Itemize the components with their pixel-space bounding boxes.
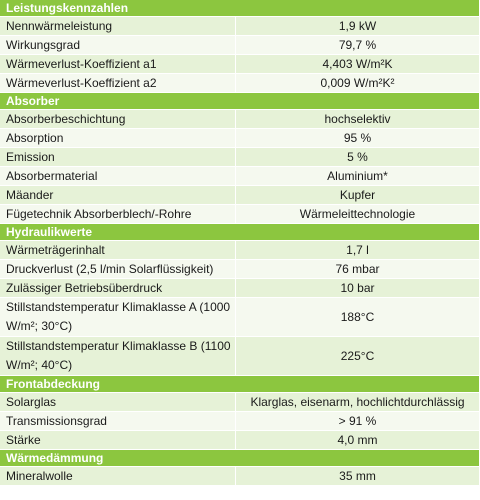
row-label: Emission <box>0 148 236 166</box>
row-label: Mineralwolle <box>0 467 236 485</box>
row-label: Wirkungsgrad <box>0 36 236 54</box>
row-label: Stärke <box>0 431 236 449</box>
row-label: Wärmeverlust-Koeffizient a1 <box>0 55 236 73</box>
row-value: 1,9 kW <box>338 19 377 33</box>
row-value: 1,7 l <box>346 243 369 257</box>
row-label: Stillstandstemperatur Klimaklasse A (1000 W/m²; 30°C) <box>0 298 236 336</box>
table-row <box>0 279 479 298</box>
row-value: Aluminium* <box>327 169 388 183</box>
section-header-leistungskennzahlen: Leistungskennzahlen <box>0 0 479 17</box>
row-value: Klarglas, eisenarm, hochlichtdurchlässig <box>250 395 465 409</box>
row-label: Wärmeträgerinhalt <box>0 241 236 259</box>
table-row <box>0 74 479 93</box>
row-value: 76 mbar <box>335 262 380 276</box>
table-row <box>0 205 479 224</box>
row-value: 35 mm <box>339 469 376 483</box>
row-label: Absorption <box>0 129 236 147</box>
row-value: 4,0 mm <box>337 433 378 447</box>
row-label: Stillstandstemperatur Klimaklasse B (1100 W/m²; 40°C) <box>0 337 236 375</box>
row-value: Kupfer <box>339 188 376 202</box>
row-value: > 91 % <box>338 414 377 428</box>
table-row <box>0 241 479 260</box>
table-row <box>0 110 479 129</box>
row-value: Wärmeleittechnologie <box>299 207 416 221</box>
table-row <box>0 167 479 186</box>
table-row <box>0 298 479 337</box>
table-row <box>0 431 479 450</box>
table-row <box>0 393 479 412</box>
row-label: Wärmeverlust-Koeffizient a2 <box>0 74 236 92</box>
table-row <box>0 36 479 55</box>
row-label: Nennwärmeleistung <box>0 17 236 35</box>
row-value: 95 % <box>343 131 372 145</box>
row-value: 188°C <box>340 310 375 324</box>
section-header-hydraulikwerte: Hydraulikwerte <box>0 224 479 241</box>
row-value: 79,7 % <box>338 38 377 52</box>
table-row <box>0 186 479 205</box>
table-row <box>0 412 479 431</box>
table-row <box>0 337 479 376</box>
row-label: Solarglas <box>0 393 236 411</box>
section-header-absorber: Absorber <box>0 93 479 110</box>
table-row <box>0 467 479 486</box>
table-row <box>0 55 479 74</box>
table-row <box>0 129 479 148</box>
row-value: 0,009 W/m²K² <box>320 76 395 90</box>
row-value: 225°C <box>340 349 375 363</box>
table-row <box>0 148 479 167</box>
row-label: Zulässiger Betriebsüberdruck <box>0 279 236 297</box>
row-value: 4,403 W/m²K <box>322 57 393 71</box>
row-value: hochselektiv <box>324 112 391 126</box>
row-label: Mäander <box>0 186 236 204</box>
row-label: Druckverlust (2,5 l/min Solarflüssigkeit) <box>0 260 236 278</box>
row-label: Fügetechnik Absorberblech/-Rohre <box>0 205 236 223</box>
row-label: Transmissionsgrad <box>0 412 236 430</box>
section-header-frontabdeckung: Frontabdeckung <box>0 376 479 393</box>
row-label: Absorberbeschichtung <box>0 110 236 128</box>
table-row <box>0 260 479 279</box>
table-row <box>0 17 479 36</box>
section-header-waermedaemmung: Wärmedämmung <box>0 450 479 467</box>
row-value: 10 bar <box>340 281 375 295</box>
row-value: 5 % <box>347 150 368 164</box>
row-label: Absorbermaterial <box>0 167 236 185</box>
